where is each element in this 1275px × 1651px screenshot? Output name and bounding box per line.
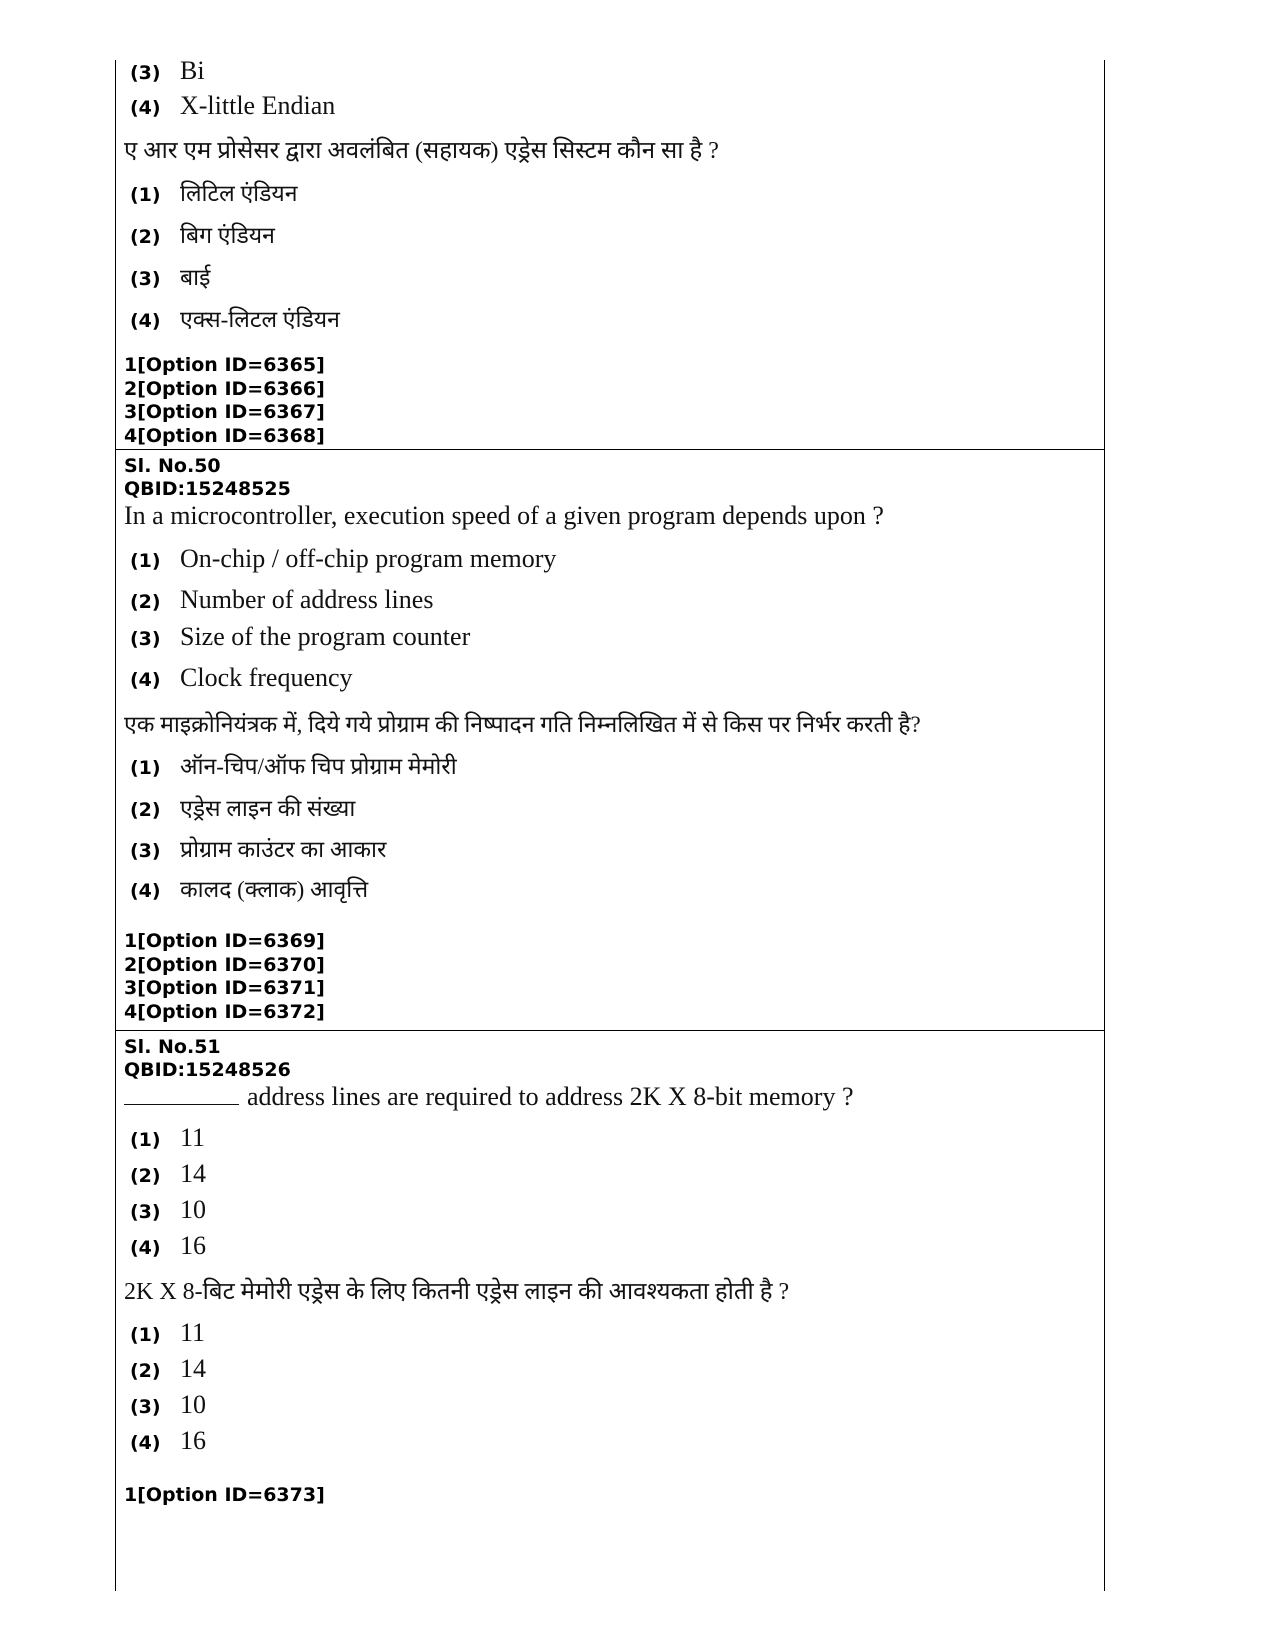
en-option-4 bbox=[130, 91, 335, 121]
option-text: कालद (क्लाक) आवृत्ति bbox=[180, 877, 369, 902]
option-number: (3) bbox=[130, 628, 161, 650]
option-text: 11 bbox=[180, 1318, 206, 1347]
option-id: 4[Option ID=6368] bbox=[124, 424, 325, 447]
option-text: Number of address lines bbox=[180, 585, 434, 614]
option-text: 16 bbox=[180, 1426, 206, 1455]
hi-option-4 bbox=[130, 872, 368, 904]
option-text: Bi bbox=[180, 56, 205, 85]
en-option-4 bbox=[130, 663, 353, 693]
option-id: 3[Option ID=6371] bbox=[124, 977, 325, 999]
serial-number: Sl. No.51 bbox=[124, 1036, 221, 1058]
section-divider bbox=[116, 1030, 1104, 1031]
option-text: 14 bbox=[180, 1354, 206, 1383]
option-text: 10 bbox=[180, 1390, 206, 1419]
option-text: प्रोग्राम काउंटर का आकार bbox=[180, 837, 387, 862]
option-number: (1) bbox=[130, 757, 161, 779]
option-text: X-little Endian bbox=[180, 91, 336, 120]
serial-number: Sl. No.50 bbox=[124, 455, 221, 477]
option-text: Clock frequency bbox=[180, 663, 353, 692]
english-question bbox=[124, 1082, 853, 1112]
option-id: 3[Option ID=6367] bbox=[124, 401, 325, 423]
option-number: (2) bbox=[130, 799, 161, 821]
section-divider bbox=[116, 449, 1104, 450]
en-option-2 bbox=[130, 585, 433, 615]
hindi-question-text: ए आर एम प्रोसेसर द्वारा अवलंबित (सहायक) एड्रेस सिस्टम कौन सा है ? bbox=[124, 138, 719, 164]
hi-option-4 bbox=[130, 302, 340, 334]
option-number: (4) bbox=[130, 1432, 161, 1454]
hindi-question-text: एक माइक्रोनियंत्रक में, दिये गये प्रोग्राम की निष्पादन गति निम्नलिखित में से किस पर निर्भर करती है? bbox=[124, 712, 921, 737]
hi-option-3 bbox=[130, 1390, 206, 1420]
en-option-4 bbox=[130, 1231, 206, 1261]
option-number: (2) bbox=[130, 591, 161, 613]
hi-option-1 bbox=[130, 176, 298, 208]
english-question-text: address lines are required to address 2K X 8-bit memory ? bbox=[247, 1082, 854, 1111]
option-id: 1[Option ID=6369] bbox=[124, 930, 325, 952]
option-text: बाई bbox=[180, 265, 211, 290]
hi-option-2 bbox=[130, 218, 275, 250]
option-number: (2) bbox=[130, 226, 161, 248]
option-text: एक्स-लिटल एंडियन bbox=[180, 307, 340, 332]
option-text: 14 bbox=[180, 1159, 206, 1188]
en-option-3 bbox=[130, 1195, 206, 1225]
hi-option-3 bbox=[130, 832, 386, 864]
option-text: 11 bbox=[180, 1123, 206, 1152]
option-text: लिटिल एंडियन bbox=[180, 181, 298, 206]
english-question-text: In a microcontroller, execution speed of a given program depends upon ? bbox=[124, 501, 884, 530]
option-id: 2[Option ID=6366] bbox=[124, 377, 325, 400]
option-text: On-chip / off-chip program memory bbox=[180, 544, 557, 573]
option-id: 2[Option ID=6370] bbox=[124, 953, 325, 976]
en-option-3 bbox=[130, 622, 470, 652]
option-text: ऑन-चिप/ऑफ चिप प्रोग्राम मेमोरी bbox=[180, 754, 457, 779]
option-number: (4) bbox=[130, 1237, 161, 1259]
option-text: 16 bbox=[180, 1231, 206, 1260]
option-id: 4[Option ID=6372] bbox=[124, 1000, 325, 1023]
en-option-1 bbox=[130, 544, 556, 574]
hi-option-1 bbox=[130, 749, 457, 781]
hi-option-2 bbox=[130, 791, 355, 823]
option-number: (4) bbox=[130, 880, 161, 902]
fill-in-blank bbox=[124, 1082, 239, 1105]
option-number: (3) bbox=[130, 840, 161, 862]
hindi-question-text: 2K X 8-बिट मेमोरी एड्रेस के लिए कितनी एड्रेस लाइन की आवश्यकता होती है ? bbox=[124, 1279, 790, 1305]
option-id: 1[Option ID=6365] bbox=[124, 354, 325, 376]
option-text: 10 bbox=[180, 1195, 206, 1224]
option-id-list bbox=[124, 354, 325, 448]
en-option-1 bbox=[130, 1123, 205, 1153]
hi-option-2 bbox=[130, 1354, 206, 1384]
option-number: (1) bbox=[130, 550, 161, 572]
hi-option-1 bbox=[130, 1318, 205, 1348]
option-id-list bbox=[124, 1484, 325, 1508]
question-bank-id: QBID:15248525 bbox=[124, 478, 291, 500]
option-number: (3) bbox=[130, 268, 161, 290]
option-number: (3) bbox=[130, 1396, 161, 1418]
option-number: (1) bbox=[130, 1324, 161, 1346]
option-id: 1[Option ID=6373] bbox=[124, 1484, 325, 1506]
question-paper-frame bbox=[115, 56, 1105, 1591]
option-number: (1) bbox=[130, 184, 161, 206]
option-number: (4) bbox=[130, 669, 161, 691]
en-option-2 bbox=[130, 1159, 206, 1189]
hi-option-3 bbox=[130, 260, 210, 292]
option-text: बिग एंडियन bbox=[180, 223, 275, 248]
hi-option-4 bbox=[130, 1426, 206, 1456]
en-option-3 bbox=[130, 56, 205, 86]
option-text: एड्रेस लाइन की संख्या bbox=[180, 796, 356, 821]
option-number: (1) bbox=[130, 1129, 161, 1151]
option-number: (2) bbox=[130, 1360, 161, 1382]
option-number: (3) bbox=[130, 62, 161, 84]
option-id-list bbox=[124, 930, 325, 1024]
question-bank-id: QBID:15248526 bbox=[124, 1059, 291, 1081]
option-text: Size of the program counter bbox=[180, 622, 471, 651]
option-number: (4) bbox=[130, 97, 161, 119]
option-number: (4) bbox=[130, 310, 161, 332]
option-number: (2) bbox=[130, 1165, 161, 1187]
option-number: (3) bbox=[130, 1201, 161, 1223]
